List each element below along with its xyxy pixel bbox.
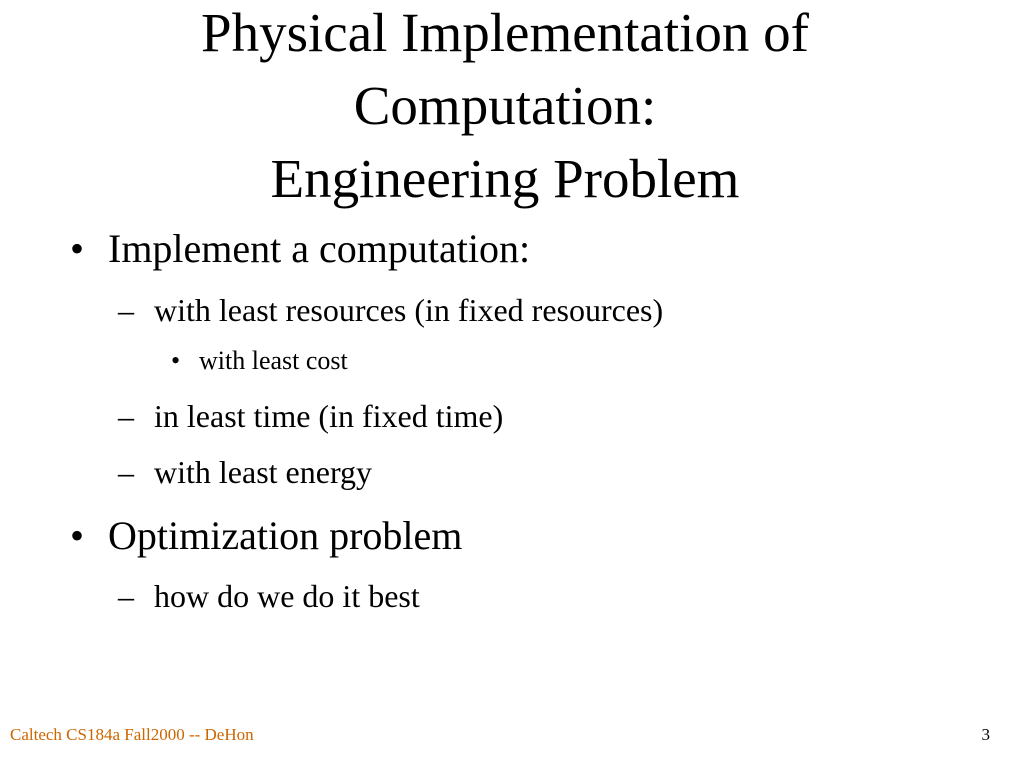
bullet-text: Optimization problem bbox=[108, 513, 463, 558]
bullet-marker: • bbox=[70, 513, 85, 558]
subbullet-least-energy bbox=[118, 453, 373, 491]
subbullet-do-it-best bbox=[118, 577, 420, 615]
bullet-optimization-problem bbox=[70, 513, 463, 559]
subbullet-text: in least time (in fixed time) bbox=[154, 398, 504, 434]
footer-course-label: Caltech CS184a Fall2000 -- DeHon bbox=[10, 725, 254, 744]
dash-marker: – bbox=[118, 398, 134, 434]
subsubbullet-least-cost bbox=[171, 346, 348, 376]
title-line-1: Physical Implementation of bbox=[201, 2, 809, 63]
subsubbullet-text: with least cost bbox=[199, 346, 348, 375]
page-number: 3 bbox=[981, 725, 990, 744]
bullet-marker: • bbox=[70, 226, 85, 271]
title-line-2: Computation: bbox=[353, 75, 657, 136]
bullet-marker: • bbox=[171, 346, 181, 375]
subbullet-text: with least resources (in fixed resources) bbox=[154, 292, 664, 328]
dash-marker: – bbox=[118, 578, 134, 614]
dash-marker: – bbox=[118, 292, 134, 328]
subbullet-least-resources bbox=[118, 291, 664, 329]
slide-title bbox=[0, 0, 1010, 215]
dash-marker: – bbox=[118, 454, 134, 490]
title-line-3: Engineering Problem bbox=[270, 148, 740, 209]
subbullet-least-time bbox=[118, 397, 504, 435]
subbullet-text: with least energy bbox=[154, 454, 373, 490]
bullet-implement-computation bbox=[70, 226, 531, 272]
subbullet-text: how do we do it best bbox=[154, 578, 420, 614]
bullet-text: Implement a computation: bbox=[108, 226, 531, 271]
